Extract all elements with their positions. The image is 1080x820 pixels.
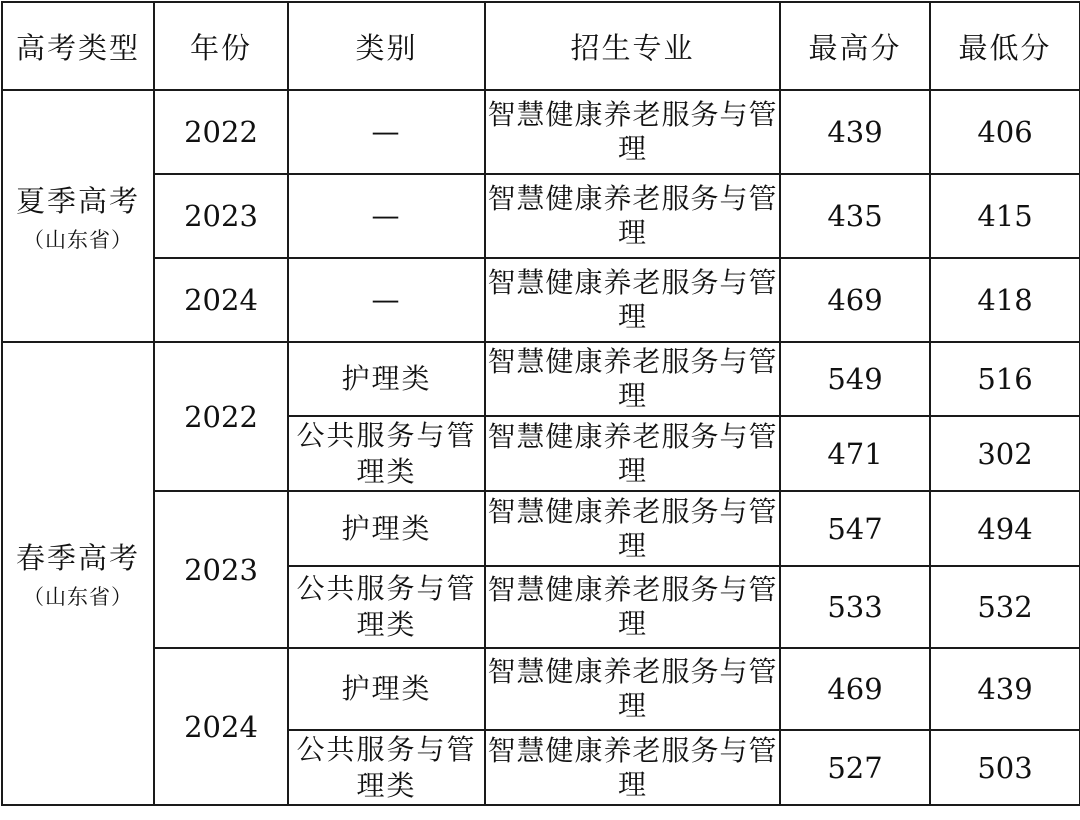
max-score-cell: 471	[780, 416, 930, 491]
max-score-cell: 435	[780, 174, 930, 258]
table-row	[2, 90, 1080, 174]
admission-score-table	[1, 1, 1080, 806]
max-score-cell: 549	[780, 342, 930, 416]
major-cell: 智慧健康养老服务与管理	[485, 566, 780, 648]
max-score-cell: 533	[780, 566, 930, 648]
min-score-cell: 406	[930, 90, 1080, 174]
major-cell: 智慧健康养老服务与管理	[485, 648, 780, 730]
category-cell: 护理类	[288, 491, 485, 566]
major-cell: 智慧健康养老服务与管理	[485, 416, 780, 491]
max-score-cell: 527	[780, 730, 930, 805]
min-score-cell: 415	[930, 174, 1080, 258]
year-cell: 2022	[154, 90, 288, 174]
min-score-cell: 503	[930, 730, 1080, 805]
header-max-score: 最高分	[780, 2, 930, 90]
major-cell: 智慧健康养老服务与管理	[485, 258, 780, 342]
max-score-cell: 439	[780, 90, 930, 174]
major-cell: 智慧健康养老服务与管理	[485, 491, 780, 566]
max-score-cell: 469	[780, 648, 930, 730]
exam-type-name: 春季高考	[15, 541, 140, 575]
major-cell: 智慧健康养老服务与管理	[485, 174, 780, 258]
table-row	[2, 491, 1080, 566]
table-row	[2, 258, 1080, 342]
exam-type-name: 夏季高考	[15, 183, 140, 218]
exam-type-cell-summer	[2, 90, 154, 342]
table-row	[2, 342, 1080, 416]
category-cell: —	[288, 90, 485, 174]
max-score-cell: 547	[780, 491, 930, 566]
header-year: 年份	[154, 2, 288, 90]
category-cell: 护理类	[288, 648, 485, 730]
exam-type-cell-spring	[2, 342, 154, 805]
category-cell: 公共服务与管理类	[288, 730, 485, 805]
exam-type-region: （山东省）	[23, 227, 133, 252]
category-cell: —	[288, 258, 485, 342]
max-score-cell: 469	[780, 258, 930, 342]
min-score-cell: 516	[930, 342, 1080, 416]
year-cell: 2022	[154, 342, 288, 491]
min-score-cell: 418	[930, 258, 1080, 342]
header-min-score: 最低分	[930, 2, 1080, 90]
major-cell: 智慧健康养老服务与管理	[485, 90, 780, 174]
table-row	[2, 648, 1080, 730]
header-major: 招生专业	[485, 2, 780, 90]
year-cell: 2023	[154, 491, 288, 648]
header-row	[2, 2, 1080, 90]
header-category: 类别	[288, 2, 485, 90]
category-cell: 公共服务与管理类	[288, 566, 485, 648]
category-cell: 护理类	[288, 342, 485, 416]
min-score-cell: 439	[930, 648, 1080, 730]
major-cell: 智慧健康养老服务与管理	[485, 342, 780, 416]
table-row	[2, 174, 1080, 258]
header-exam-type: 高考类型	[2, 2, 154, 90]
category-cell: 公共服务与管理类	[288, 416, 485, 491]
year-cell: 2024	[154, 648, 288, 805]
category-cell: —	[288, 174, 485, 258]
exam-type-region: （山东省）	[23, 585, 133, 609]
year-cell: 2023	[154, 174, 288, 258]
min-score-cell: 494	[930, 491, 1080, 566]
major-cell: 智慧健康养老服务与管理	[485, 730, 780, 805]
min-score-cell: 302	[930, 416, 1080, 491]
min-score-cell: 532	[930, 566, 1080, 648]
year-cell: 2024	[154, 258, 288, 342]
